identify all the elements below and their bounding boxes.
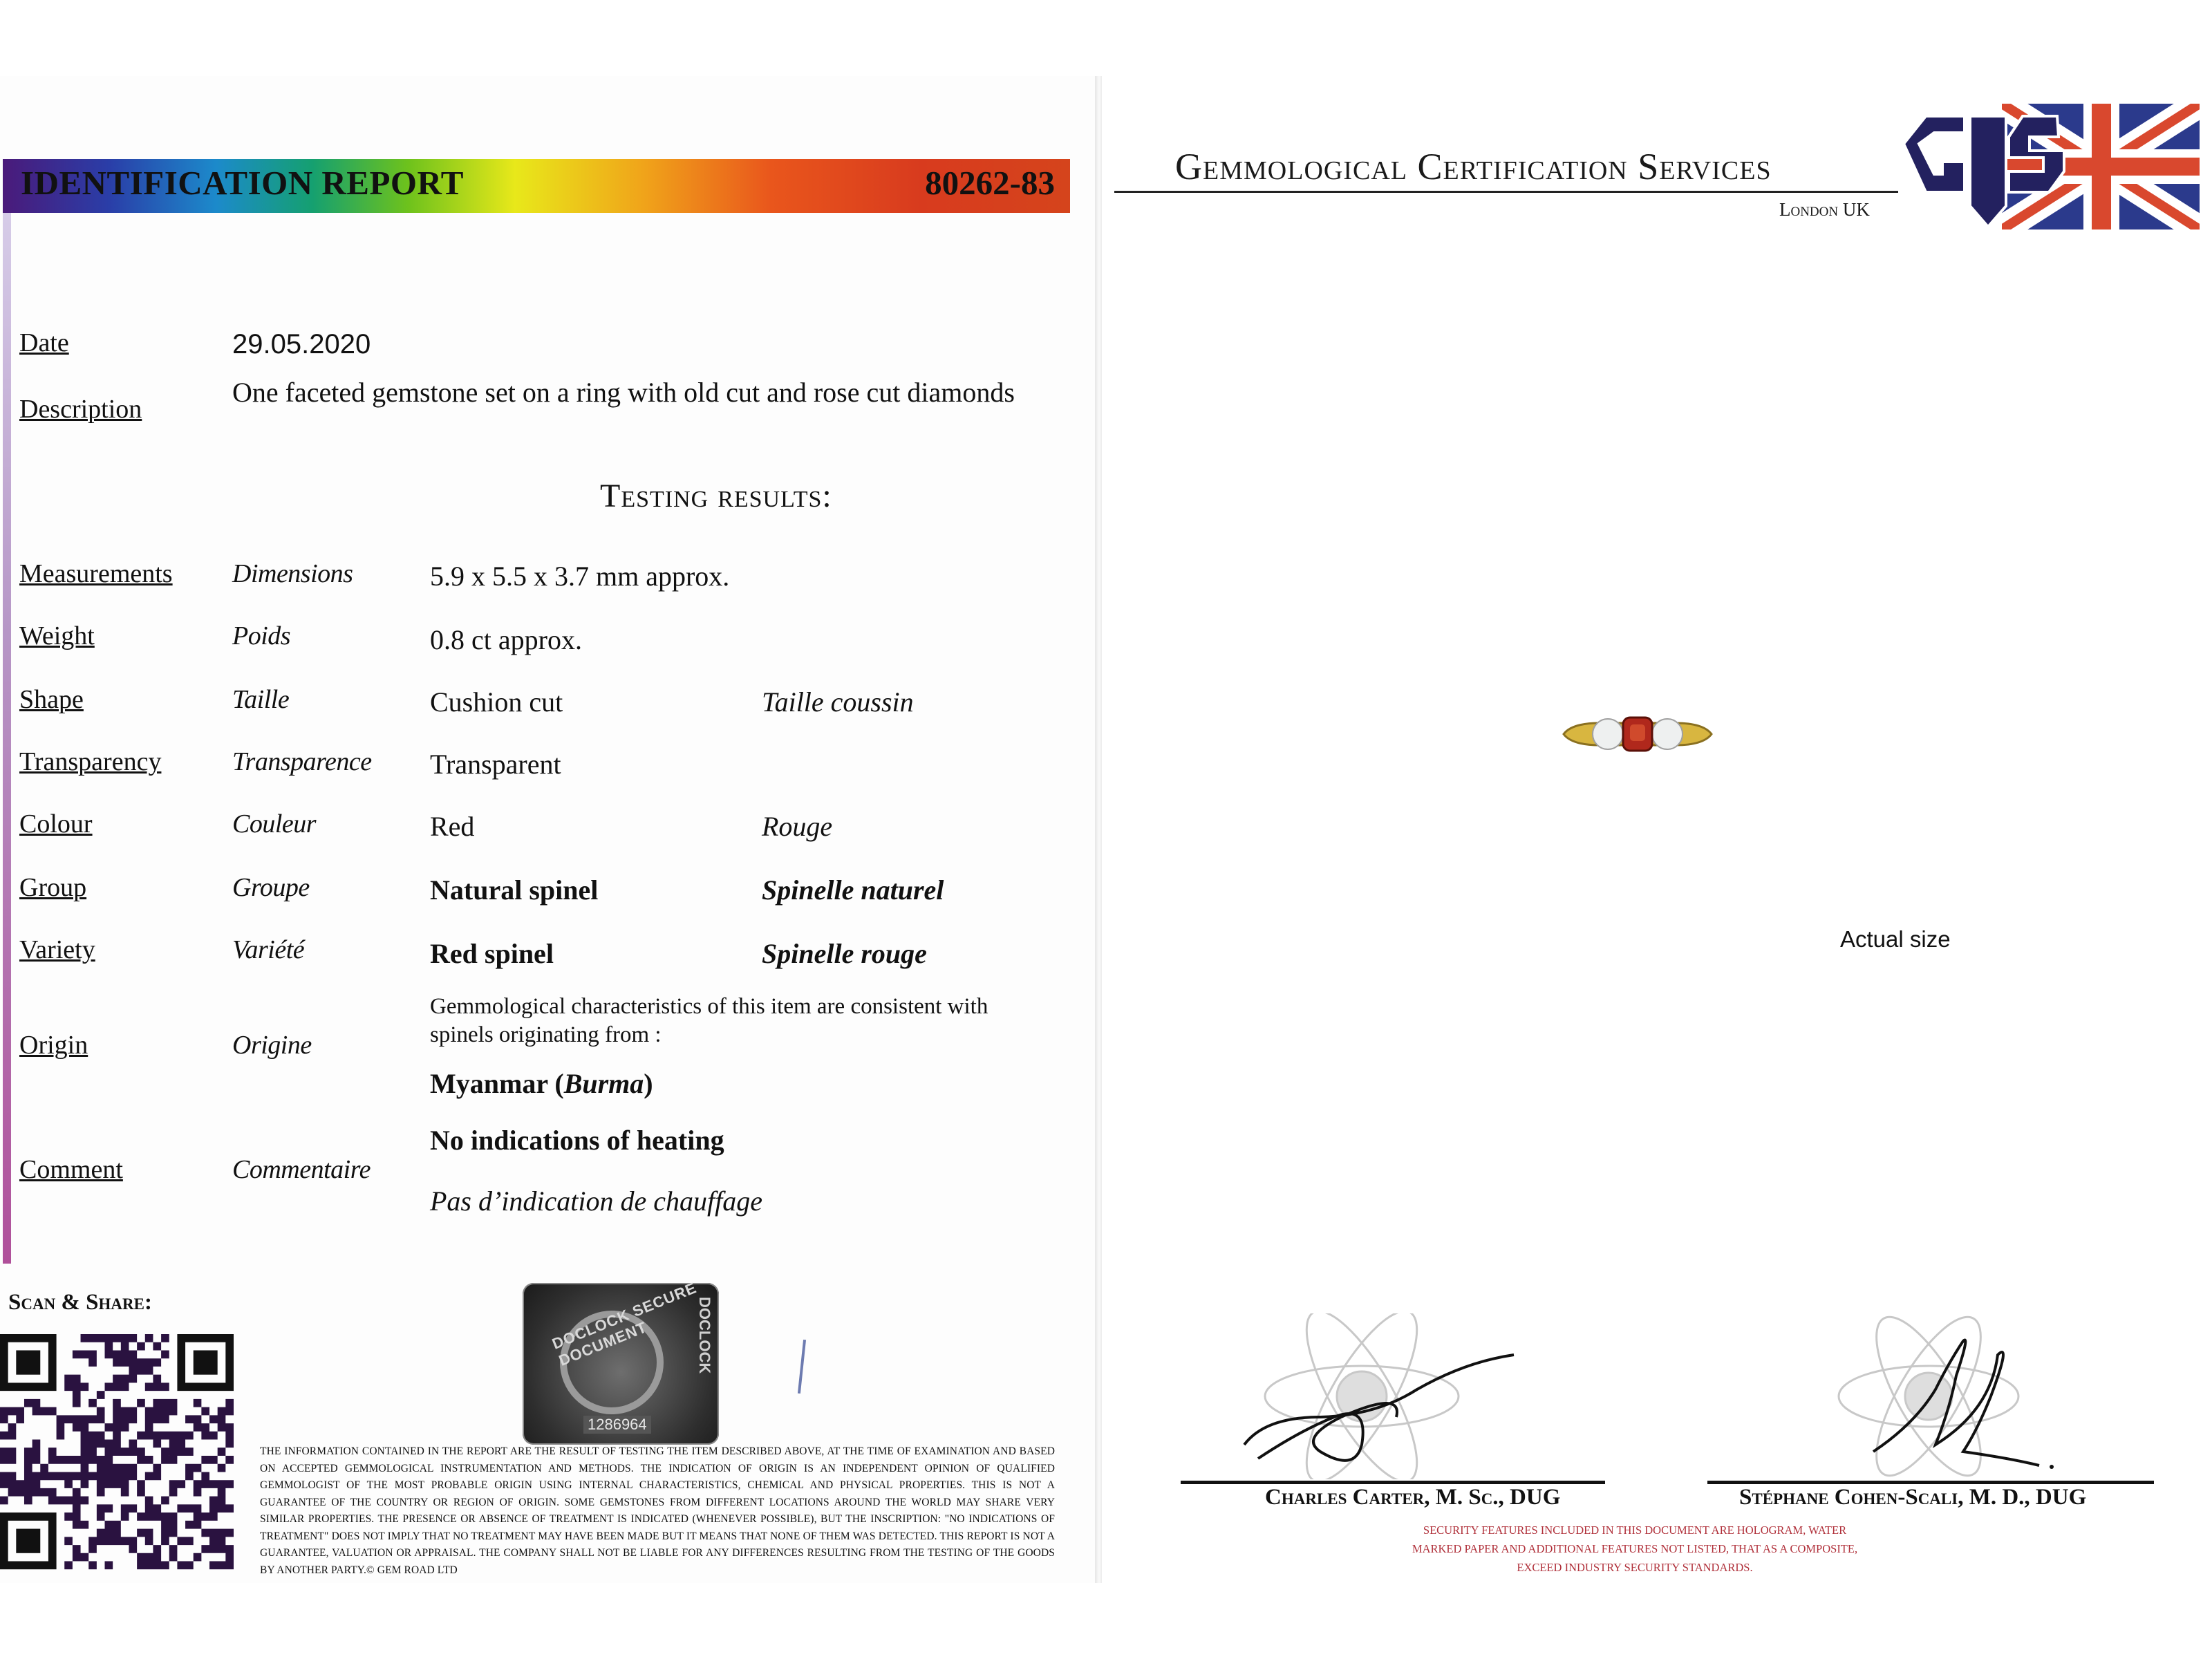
colour-value-fr: Rouge — [762, 811, 833, 842]
weight-value: 0.8 ct approx. — [430, 624, 582, 655]
group-value-fr: Spinelle naturel — [762, 874, 944, 906]
variety-value: Red spinel — [430, 938, 554, 969]
date-value: 29.05.2020 — [232, 329, 371, 359]
report-number: 80262-83 — [925, 164, 1055, 202]
qr-code[interactable] — [0, 1334, 234, 1577]
report-title: IDENTIFICATION REPORT — [21, 164, 464, 202]
shape-value: Cushion cut — [430, 686, 563, 718]
shape-label-fr: Taille — [232, 685, 290, 714]
shape-label: Shape — [19, 685, 84, 714]
gcs-logo — [1898, 102, 2201, 231]
group-label: Group — [19, 873, 87, 902]
disclaimer-text: THE INFORMATION CONTAINED IN THE REPORT ARE THE RESULT OF TESTING THE ITEM DESCRIBED ABOVE, AT THE TIME OF EXAMINATION AND BASED ON ACCEPTED GEMMOLOGICAL INSTRUMENTATION AND METHODS. THE INDICATION OF ORIGIN IS AN INDEPENDENT OPINION OF QUALIFIED GEMMOLOGIST OF THE MOST PROBABLE ORIGIN USING INTERNAL CHARACTERISTICS, CHEMICAL AND PHYSICAL PROPERTIES. THIS IS NOT A GUARANTEE OF THE COUNTRY OR REGION OF ORIGIN. SOME GEMSTONES FROM DIFFERENT LOCATIONS AROUND THE WORLD MAY SHARE VERY SIMILAR PROPERTIES. THE PRESENCE OR ABSENCE OF TREATMENT IS INDICATED (WHENEVER POSSIBLE), BUT THE INSCRIPTION: "NO INDICATIONS OF TREATMENT" DOES NOT IMPLY THAT NO TREATMENT MAY HAVE BEEN MADE BUT IT MEANS THAT NONE OF THEM WAS DETECTED. THIS REPORT IS NOT A GUARANTEE, VALUATION OR APPRAISAL. THE COMPANY SHALL NOT BE LIABLE FOR ANY DIFFERENCES RESULTING FROM THE TESTING OF THE GOODS BY ANOTHER PARTY.© GEM ROAD LTD — [260, 1445, 1055, 1576]
side-stripe — [3, 213, 11, 1264]
signatory-name-cohen-scali: Stéphane Cohen-Scali, M. D., DUG — [1739, 1485, 2087, 1510]
report-header-bar — [3, 159, 1070, 213]
transparency-value: Transparent — [430, 749, 561, 780]
page-fold — [1095, 76, 1102, 1583]
signature-carter — [1237, 1313, 1528, 1479]
colour-value: Red — [430, 811, 475, 842]
signature-rule-cohen-scali — [1707, 1481, 2154, 1484]
group-label-fr: Groupe — [232, 873, 310, 902]
company-name: Gemmological Certification Services — [1175, 146, 1772, 187]
signature-cohen-scali — [1832, 1313, 2060, 1479]
origin-note: Gemmological characteristics of this item are consistent with spinels originating from : — [430, 994, 988, 1047]
comment-label: Comment — [19, 1155, 123, 1184]
shape-value-fr: Taille coussin — [762, 686, 914, 718]
variety-value-fr: Spinelle rouge — [762, 938, 927, 969]
weight-label-fr: Poids — [232, 621, 291, 650]
origin-country-alt: Burma — [563, 1068, 644, 1099]
variety-label: Variety — [19, 935, 95, 964]
colour-label: Colour — [19, 809, 93, 838]
variety-label-fr: Variété — [232, 935, 305, 964]
testing-results-heading: Testing results: — [600, 478, 832, 514]
actual-size-label: Actual size — [1840, 926, 1951, 952]
comment-value: No indications of heating — [430, 1125, 724, 1156]
ring-image — [1558, 702, 1717, 765]
hologram-side-text: DOCLOCK — [696, 1297, 713, 1374]
header-rule — [1114, 191, 1898, 193]
hologram-serial: 1286964 — [583, 1416, 651, 1434]
signature-rule-carter — [1181, 1481, 1605, 1484]
hologram-text: DOCLOCK SECURE DOCUMENT — [550, 1279, 700, 1369]
security-features-note: SECURITY FEATURES INCLUDED IN THIS DOCUMENT ARE HOLOGRAM, WATER MARKED PAPER AND ADDITIONAL FEATURES NOT LISTED, THAT AS A COMPOSITE, EXCEED INDUSTRY SECURITY STANDARDS. — [1412, 1524, 1858, 1574]
colour-label-fr: Couleur — [232, 809, 317, 838]
transparency-label-fr: Transparence — [232, 747, 372, 776]
weight-label: Weight — [19, 621, 95, 650]
signatory-name-carter: Charles Carter, M. Sc., DUG — [1265, 1485, 1561, 1510]
origin-label: Origin — [19, 1031, 88, 1060]
comment-value-fr: Pas d’indication de chauffage — [430, 1185, 763, 1217]
measurements-label-fr: Dimensions — [232, 559, 353, 588]
transparency-label: Transparency — [19, 747, 162, 776]
company-location: London UK — [1779, 199, 1870, 220]
date-label: Date — [19, 328, 69, 357]
origin-label-fr: Origine — [232, 1031, 312, 1060]
doclock-hologram — [523, 1279, 719, 1445]
measurements-value: 5.9 x 5.5 x 3.7 mm approx. — [430, 561, 730, 592]
origin-country: Myanmar — [430, 1068, 548, 1099]
scan-share-label: Scan & Share: — [8, 1290, 152, 1315]
group-value: Natural spinel — [430, 874, 599, 906]
comment-label-fr: Commentaire — [232, 1155, 371, 1184]
description-label: Description — [19, 395, 142, 424]
description-value: One faceted gemstone set on a ring with old cut and rose cut diamonds — [232, 377, 1015, 408]
origin-value: Myanmar (Burma) — [430, 1068, 653, 1099]
measurements-label: Measurements — [19, 559, 173, 588]
